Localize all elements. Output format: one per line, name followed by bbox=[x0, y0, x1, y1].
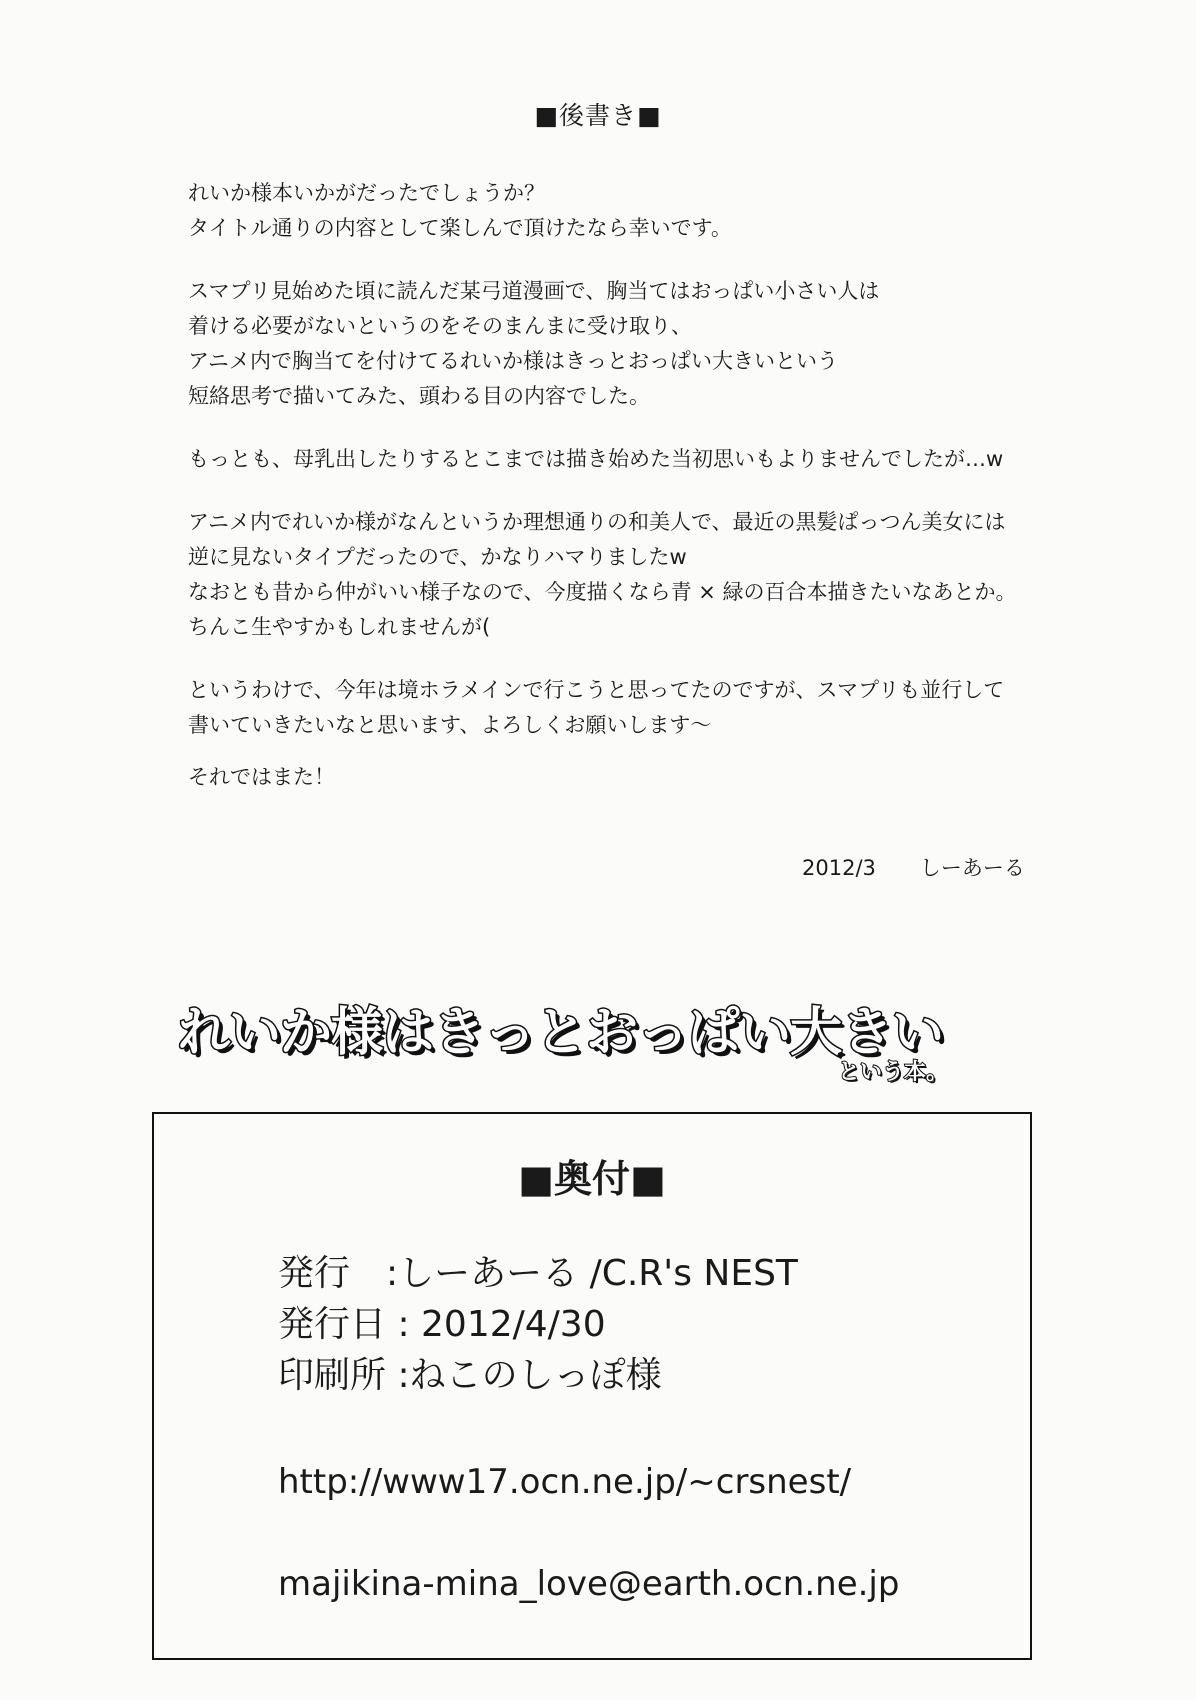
publisher-value: しーあーる /C.R's NEST bbox=[398, 1253, 798, 1294]
text-line: アニメ内で胸当てを付けてるれいか様はきっとおっぱい大きいという bbox=[188, 349, 838, 373]
text-line: スマプリ見始めた頃に読んだ某弓道漫画で、胸当てはおっぱい小さい人は bbox=[188, 279, 880, 303]
text-line: アニメ内でれいか様がなんというか理想通りの和美人で、最近の黒髪ぱっつん美女には bbox=[188, 510, 1006, 534]
text-line: 着ける必要がないというのをそのまんまに受け取り、 bbox=[188, 314, 692, 338]
book-title-logo: れいか様はきっとおっぱい大きい bbox=[178, 1003, 944, 1063]
paragraph bbox=[188, 505, 1128, 645]
afterword-heading: ■後書き■ bbox=[534, 101, 662, 130]
publisher-label: 発行 : bbox=[278, 1253, 399, 1294]
publication-info bbox=[278, 1248, 798, 1401]
publisher-row bbox=[278, 1248, 798, 1299]
signature-author: しーあーる bbox=[919, 856, 1025, 880]
publish-date-label: 発行日 : bbox=[278, 1304, 410, 1345]
paragraph bbox=[188, 176, 1128, 246]
signature bbox=[802, 852, 1025, 882]
paragraph bbox=[188, 274, 1128, 414]
afterword-body bbox=[188, 176, 1128, 771]
text-line: 書いていきたいなと思います、よろしくお願いします～ bbox=[188, 713, 712, 737]
printer-row bbox=[278, 1350, 798, 1401]
paragraph bbox=[188, 442, 1128, 477]
book-subtitle-logo: という本。 bbox=[838, 1060, 949, 1085]
publish-date-row bbox=[278, 1299, 798, 1350]
signature-date: 2012/3 bbox=[802, 856, 876, 880]
publish-date-value: 2012/4/30 bbox=[409, 1304, 606, 1345]
text-line: タイトル通りの内容として楽しんで頂けたなら幸いです。 bbox=[188, 216, 732, 240]
paragraph bbox=[188, 673, 1128, 743]
text-line: というわけで、今年は境ホラメインで行こうと思ってたのですが、スマプリも並行して bbox=[188, 678, 1005, 702]
printer-label: 印刷所 : bbox=[278, 1355, 410, 1396]
colophon-heading: ■奥付■ bbox=[518, 1157, 666, 1201]
signoff: それではまた！ bbox=[188, 765, 335, 789]
text-line: 逆に見ないタイプだったので、かなりハマりましたw bbox=[188, 545, 687, 569]
contact-email: majikina-mina_love@earth.ocn.ne.jp bbox=[278, 1564, 900, 1604]
text-line: なおとも昔から仲がいい様子なので、今度描くなら青 × 緑の百合本描きたいなあとか。 bbox=[188, 580, 1017, 604]
colophon-box bbox=[152, 1112, 1032, 1660]
text-line: ちんこ生やすかもしれませんが( bbox=[188, 615, 491, 639]
text-line: 短絡思考で描いてみた、頭わる目の内容でした。 bbox=[188, 384, 650, 408]
text-line: もっとも、母乳出したりするとこまでは描き始めた当初思いもよりませんでしたが…w bbox=[188, 447, 1004, 471]
printer-value: ねこのしっぽ様 bbox=[409, 1355, 662, 1396]
text-line: れいか様本いかがだったでしょうか？ bbox=[188, 181, 545, 205]
website-url: http://www17.ocn.ne.jp/~crsnest/ bbox=[278, 1462, 852, 1502]
